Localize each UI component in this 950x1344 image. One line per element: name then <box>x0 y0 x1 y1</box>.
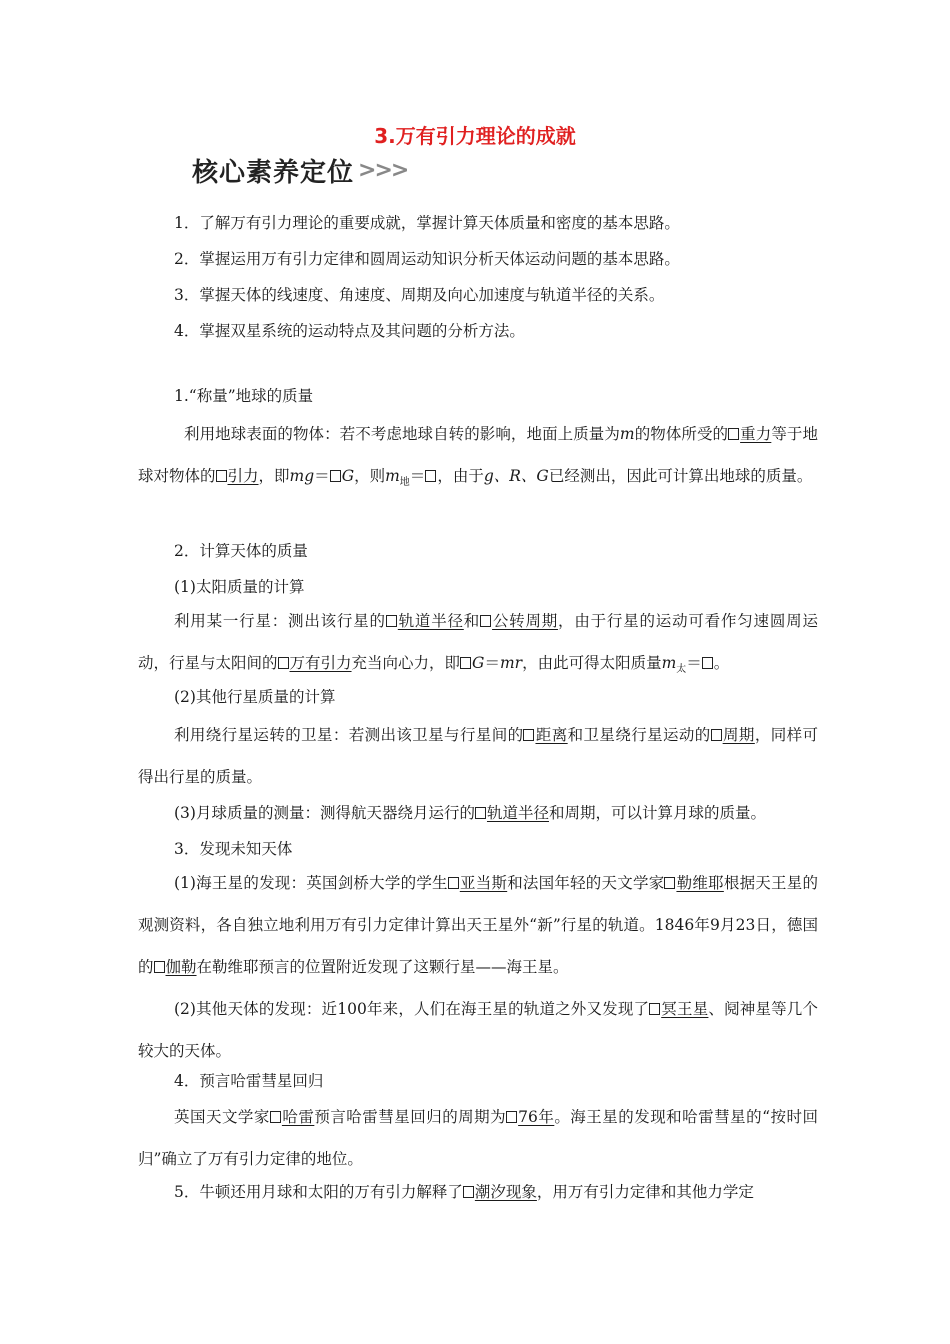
answer-box <box>330 470 341 482</box>
answer-box <box>448 877 459 889</box>
paragraph-sun-mass: 利用某一行星：测出该行星的 轨道半径和 公转周期，由于行星的运动可看作匀速圆周运动，行星与太阳间的 万有引力充当向心力，即 G＝mr，由此可得太阳质量$m_太=$ 。 <box>138 612 818 676</box>
objective-4: 4．掌握双星系统的运动特点及其问题的分析方法。 <box>174 322 525 340</box>
page-title: 3.万有引力理论的成就 <box>374 124 576 148</box>
answer-box <box>523 729 534 741</box>
answer-box <box>506 1111 517 1123</box>
paragraph-earth-mass: 利用地球表面的物体：若不考虑地球自转的影响，地面上质量为m的物体所受的 重力等于地球对物体的 引力，即mg＝ G，则$m_地=$ ，由于g、R、G已经测出，因此可计算出地球的质量。 <box>138 425 818 489</box>
answer-box <box>475 807 486 819</box>
paragraph-other-bodies: (2)其他天体的发现：近100年来，人们在海王星的轨道之外又发现了 冥王星、阋神星等几个较大的天体。 <box>138 1000 818 1060</box>
section-header <box>192 152 407 189</box>
heading-3: 3．发现未知天体 <box>174 840 293 858</box>
paragraph-neptune: (1)海王星的发现：英国剑桥大学的学生 亚当斯和法国年轻的天文学家 勒维耶根据天王星的观测资料，各自独立地利用万有引力定律计算出天王星外“新”行星的轨道。1846年9月23日，德国的 伽勒在勒维耶预言的位置附近发现了这颗行星——海王星。 <box>138 874 818 976</box>
answer-box <box>702 657 713 669</box>
answer-box <box>460 657 471 669</box>
answer-box <box>480 615 491 627</box>
answer-box <box>649 1003 660 1015</box>
paragraph-tides: 5．牛顿还用月球和太阳的万有引力解释了 潮汐现象，用万有引力定律和其他力学定 <box>174 1183 754 1201</box>
paragraph-planet-mass: 利用绕行星运转的卫星：若测出该卫星与行星间的 距离和卫星绕行星运动的 周期，同样可得出行星的质量。 <box>138 726 818 786</box>
objective-1: 1．了解万有引力理论的重要成就，掌握计算天体质量和密度的基本思路。 <box>174 214 680 232</box>
answer-box <box>216 470 227 482</box>
paragraph-halley: 英国天文学家 哈雷预言哈雷彗星回归的周期为 76年。海王星的发现和哈雷彗星的“按时回归”确立了万有引力定律的地位。 <box>138 1108 818 1168</box>
objective-2: 2．掌握运用万有引力定律和圆周运动知识分析天体运动问题的基本思路。 <box>174 250 680 268</box>
answer-box <box>711 729 722 741</box>
objective-3: 3．掌握天体的线速度、角速度、周期及向心加速度与轨道半径的关系。 <box>174 286 665 304</box>
answer-box <box>728 428 739 440</box>
heading-2: 2．计算天体的质量 <box>174 542 308 560</box>
heading-2a: (1)太阳质量的计算 <box>174 578 305 596</box>
answer-box <box>664 877 675 889</box>
answer-box <box>425 470 436 482</box>
answer-box <box>154 961 165 973</box>
answer-box <box>278 657 289 669</box>
answer-box <box>270 1111 281 1123</box>
heading-4: 4．预言哈雷彗星回归 <box>174 1072 324 1090</box>
heading-2b: (2)其他行星质量的计算 <box>174 688 336 706</box>
paragraph-moon-mass: (3)月球质量的测量：测得航天器绕月运行的 轨道半径和周期，可以计算月球的质量。 <box>174 804 766 822</box>
section-header-text: 核心素养定位 <box>192 158 355 188</box>
chevrons-icon: >>> <box>358 158 408 183</box>
heading-1: 1.“称量”地球的质量 <box>174 387 314 405</box>
answer-box <box>463 1186 474 1198</box>
answer-box <box>386 615 397 627</box>
